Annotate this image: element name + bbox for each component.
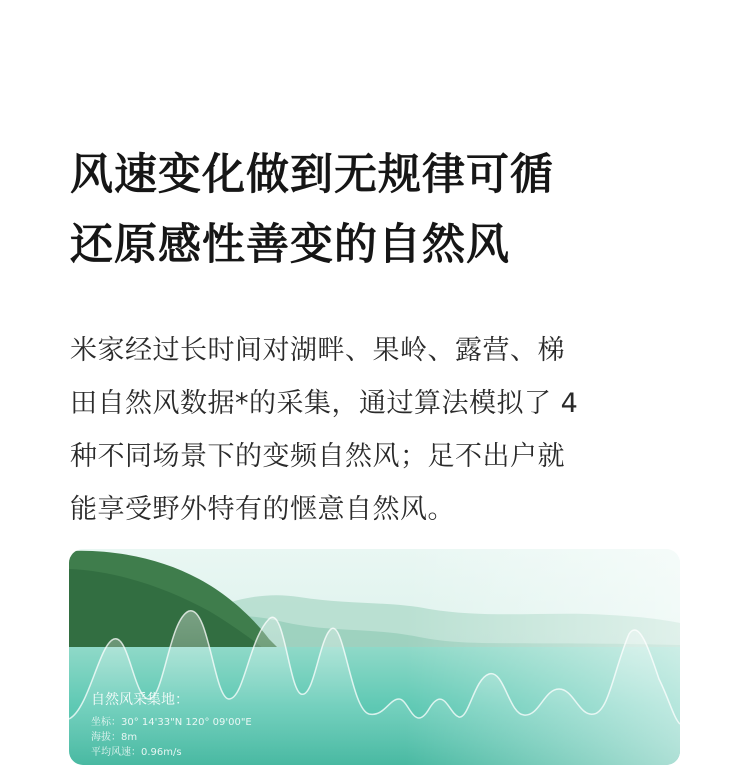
headline: [70, 140, 710, 280]
description-line-1: 米家经过长时间对湖畔、果岭、露营、梯: [70, 335, 565, 366]
headline-line-2: 还原感性善变的自然风: [70, 220, 510, 270]
description-paragraph: [70, 324, 690, 536]
headline-line-1: 风速变化做到无规律可循: [70, 150, 554, 200]
caption-title: 自然风采集地：: [91, 692, 189, 708]
caption-coordinates: 坐标：30° 14'33"N 120° 09'00"E: [91, 717, 252, 728]
location-caption: [91, 689, 252, 760]
caption-altitude: 海拔：8m: [91, 732, 138, 743]
lake-photo-card: [69, 549, 680, 765]
description-line-4: 能享受野外特有的惬意自然风。: [70, 494, 455, 525]
caption-wind-speed: 平均风速：0.96m/s: [91, 747, 182, 758]
description-line-2: 田自然风数据*的采集，通过算法模拟了 4: [70, 388, 579, 419]
description-line-3: 种不同场景下的变频自然风；足不出户就: [70, 441, 565, 472]
